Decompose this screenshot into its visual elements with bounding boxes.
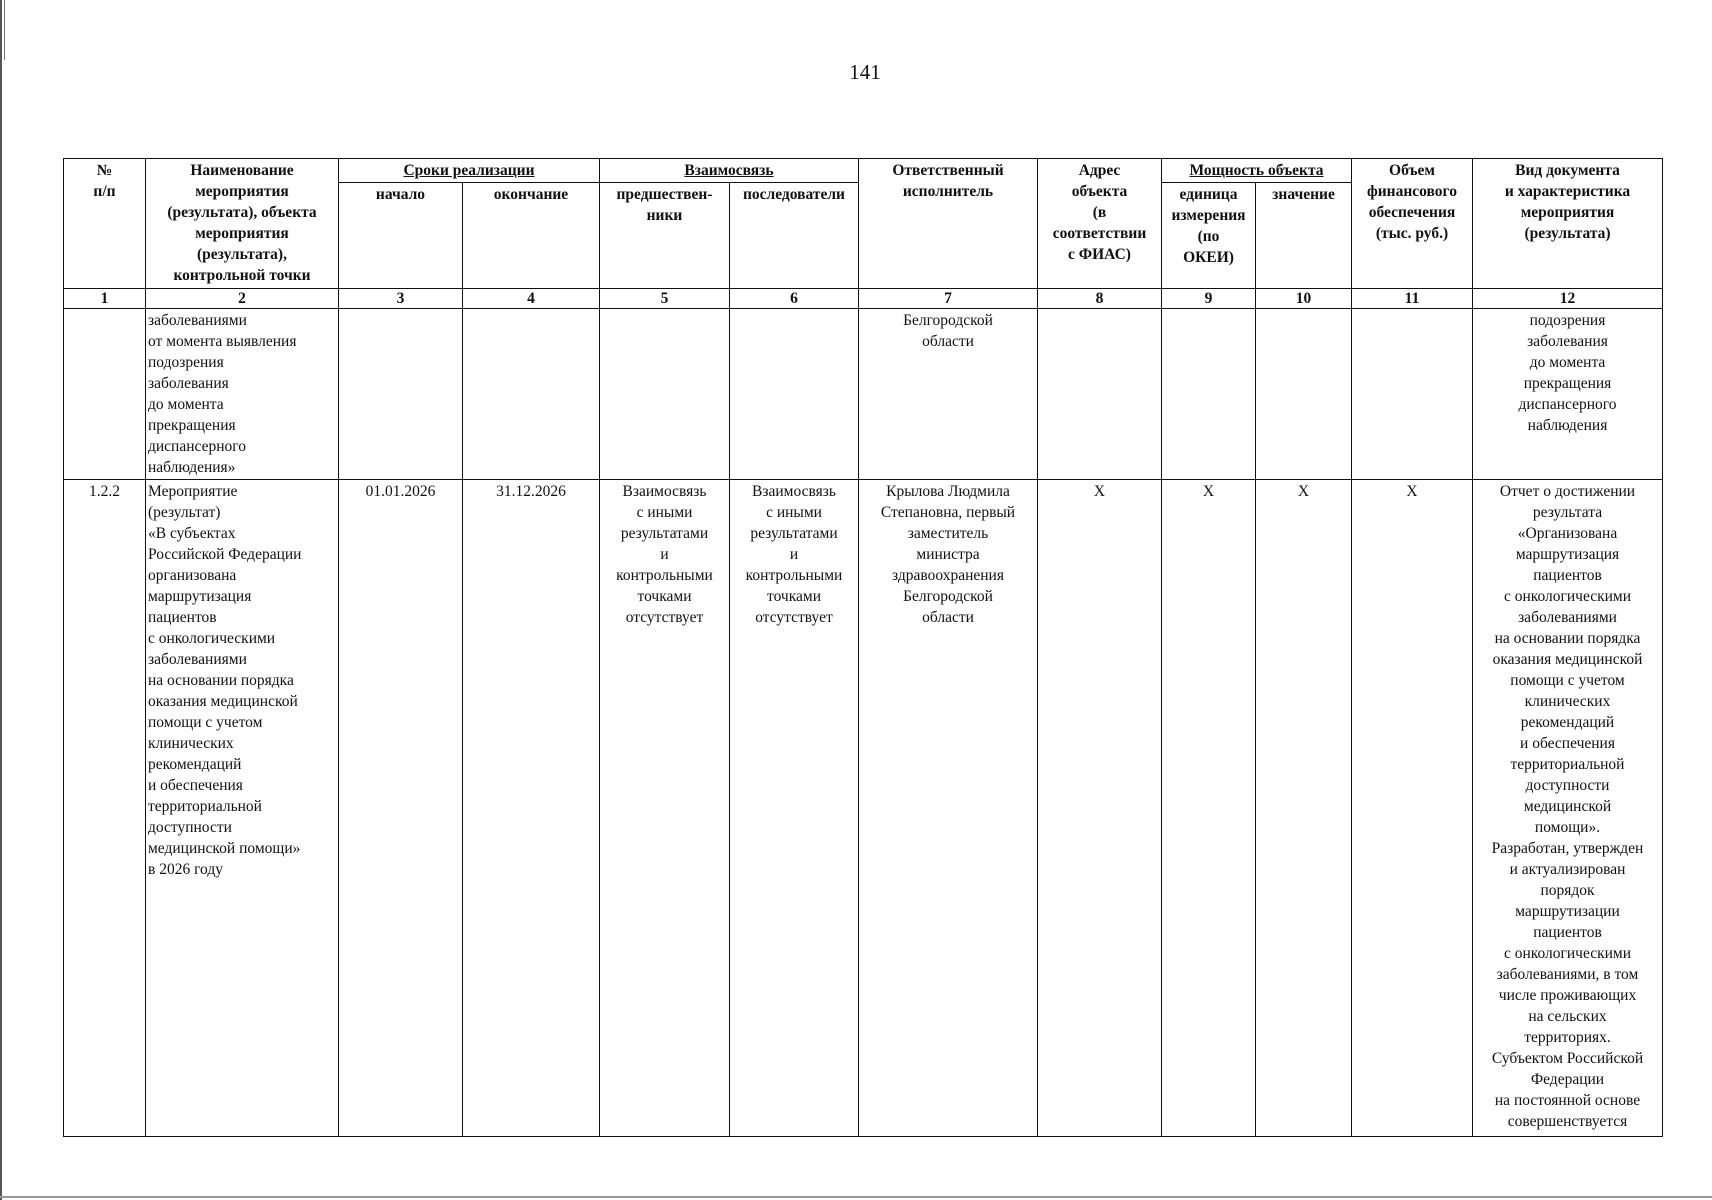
cell-start: 01.01.2026 xyxy=(339,480,463,1137)
cell-address: X xyxy=(1038,480,1162,1137)
cell-address xyxy=(1038,309,1162,480)
header-capacity: Мощность объекта xyxy=(1162,159,1352,183)
cell-start xyxy=(339,309,463,480)
column-number: 4 xyxy=(463,289,600,309)
header-end: окончание xyxy=(463,183,600,289)
cell-finance: X xyxy=(1352,480,1473,1137)
column-number: 5 xyxy=(600,289,730,309)
header-finance: Объем финансового обеспечения (тыс. руб.) xyxy=(1352,159,1473,289)
cell-executor: Белгородской области xyxy=(859,309,1038,480)
header-row-1 xyxy=(64,159,1663,183)
header-terms: Сроки реализации xyxy=(339,159,600,183)
table-row xyxy=(64,480,1663,1137)
cell-num: 1.2.2 xyxy=(64,480,146,1137)
cell-finance xyxy=(1352,309,1473,480)
scan-edge xyxy=(4,0,5,60)
column-numbers-row xyxy=(64,289,1663,309)
header-predecessors: предшествен- ники xyxy=(600,183,730,289)
column-number: 11 xyxy=(1352,289,1473,309)
cell-predecessors xyxy=(600,309,730,480)
activities-table xyxy=(63,158,1663,1137)
cell-unit xyxy=(1162,309,1256,480)
header-address: Адрес объекта (в соответствии с ФИАС) xyxy=(1038,159,1162,289)
cell-doc: Отчет о достижении результата «Организована маршрутизация пациентов с онкологическими заболеваниями на основании порядка оказания медицинской помощи с учетом клинических рекомендаций и обеспечения территориальной доступности медицинской помощи». Разработан, утвержден и актуализирован порядок маршрутизации пациентов с онкологическими заболеваниями, в том числе проживающих на сельских территориях. Субъектом Российской Федерации на постоянной основе совершенствуется xyxy=(1473,480,1663,1137)
column-number: 2 xyxy=(146,289,339,309)
cell-num xyxy=(64,309,146,480)
page-number: 141 xyxy=(849,60,881,84)
column-number: 6 xyxy=(730,289,859,309)
cell-name: заболеваниями от момента выявления подозрения заболевания до момента прекращения диспансерного наблюдения» xyxy=(146,309,339,480)
cell-end xyxy=(463,309,600,480)
column-number: 3 xyxy=(339,289,463,309)
cell-executor: Крылова Людмила Степановна, первый заместитель министра здравоохранения Белгородской области xyxy=(859,480,1038,1137)
cell-successors xyxy=(730,309,859,480)
header-start: начало xyxy=(339,183,463,289)
cell-name: Мероприятие (результат) «В субъектах Российской Федерации организована маршрутизация пациентов с онкологическими заболеваниями на основании порядка оказания медицинской помощи с учетом клинических рекомендаций и обеспечения территориальной доступности медицинской помощи» в 2026 году xyxy=(146,480,339,1137)
column-number: 9 xyxy=(1162,289,1256,309)
cell-unit: X xyxy=(1162,480,1256,1137)
cell-successors: Взаимосвязь с иными результатами и контрольными точками отсутствует xyxy=(730,480,859,1137)
column-number: 10 xyxy=(1256,289,1352,309)
header-executor: Ответственный исполнитель xyxy=(859,159,1038,289)
cell-doc: подозрения заболевания до момента прекращения диспансерного наблюдения xyxy=(1473,309,1663,480)
scan-edge xyxy=(0,1196,1712,1198)
cell-value: X xyxy=(1256,480,1352,1137)
header-link: Взаимосвязь xyxy=(600,159,859,183)
header-unit: единица измерения (по ОКЕИ) xyxy=(1162,183,1256,289)
column-number: 12 xyxy=(1473,289,1663,309)
column-number: 7 xyxy=(859,289,1038,309)
header-doc-type: Вид документа и характеристика мероприятия (результата) xyxy=(1473,159,1663,289)
cell-end: 31.12.2026 xyxy=(463,480,600,1137)
scan-edge xyxy=(0,0,2,1200)
header-value: значение xyxy=(1256,183,1352,289)
header-name: Наименование мероприятия (результата), объекта мероприятия (результата), контрольной точки xyxy=(146,159,339,289)
cell-value xyxy=(1256,309,1352,480)
header-successors: последователи xyxy=(730,183,859,289)
column-number: 8 xyxy=(1038,289,1162,309)
table-row xyxy=(64,309,1663,480)
header-num: № п/п xyxy=(64,159,146,289)
column-number: 1 xyxy=(64,289,146,309)
cell-predecessors: Взаимосвязь с иными результатами и контрольными точками отсутствует xyxy=(600,480,730,1137)
